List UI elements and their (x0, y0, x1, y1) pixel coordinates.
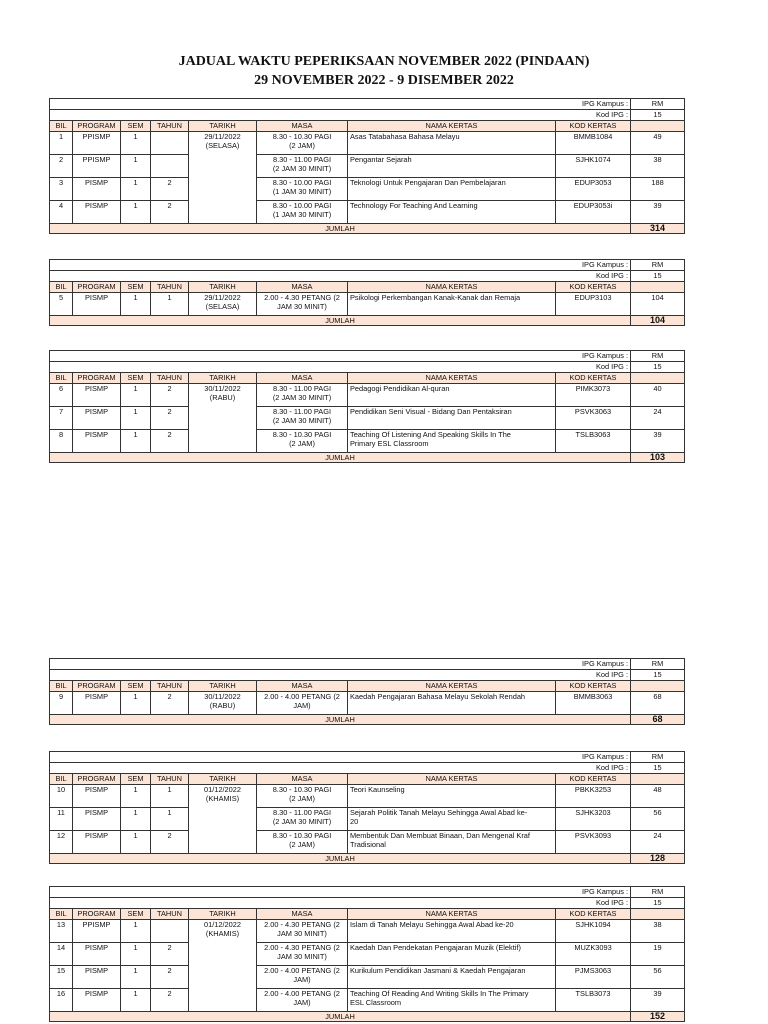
table-row (50, 430, 685, 453)
cell-masa: 8.30 - 10.00 PAGI (1 JAM 30 MINIT) (257, 178, 348, 201)
jumlah-total: 103 (631, 453, 685, 463)
cell-tahun: 2 (151, 831, 189, 854)
cell-tahun: 1 (151, 785, 189, 808)
cell-count: 188 (631, 178, 685, 201)
header-count (631, 774, 685, 785)
cell-bil: 1 (50, 132, 73, 155)
cell-masa: 8.30 - 10.30 PAGI (2 JAM) (257, 132, 348, 155)
cell-masa: 8.30 - 11.00 PAGI (2 JAM 30 MINIT) (257, 384, 348, 407)
cell-bil: 14 (50, 943, 73, 966)
schedule-block (49, 886, 685, 1022)
cell-tahun (151, 155, 189, 178)
cell-sem: 1 (121, 293, 151, 316)
jumlah-label: JUMLAH (50, 316, 631, 326)
cell-program: PISMP (73, 178, 121, 201)
ipg-kampus-value: RM (631, 99, 685, 110)
header-tarikh: TARIKH (189, 681, 257, 692)
cell-count: 104 (631, 293, 685, 316)
cell-masa: 8.30 - 10.00 PAGI (1 JAM 30 MINIT) (257, 201, 348, 224)
cell-masa: 2.00 - 4.00 PETANG (2 JAM) (257, 692, 348, 715)
kod-ipg-label: Kod IPG : (50, 362, 631, 373)
cell-sem: 1 (121, 808, 151, 831)
header-program: PROGRAM (73, 121, 121, 132)
cell-tarikh: 01/12/2022 (KHAMIS) (189, 920, 257, 1012)
cell-sem: 1 (121, 132, 151, 155)
cell-bil: 12 (50, 831, 73, 854)
kod-ipg-value: 15 (631, 763, 685, 774)
cell-masa: 8.30 - 10.30 PAGI (2 JAM) (257, 831, 348, 854)
jumlah-total: 128 (631, 854, 685, 864)
header-kod: KOD KERTAS (556, 282, 631, 293)
table-row (50, 966, 685, 989)
cell-tarikh: 30/11/2022 (RABU) (189, 384, 257, 453)
header-tarikh: TARIKH (189, 121, 257, 132)
header-tahun: TAHUN (151, 121, 189, 132)
cell-program: PPISMP (73, 155, 121, 178)
cell-kod-kertas: PSVK3063 (556, 407, 631, 430)
cell-count: 49 (631, 132, 685, 155)
header-program: PROGRAM (73, 282, 121, 293)
schedule-block (49, 350, 685, 463)
cell-program: PPISMP (73, 132, 121, 155)
header-masa: MASA (257, 373, 348, 384)
cell-masa: 8.30 - 11.00 PAGI (2 JAM 30 MINIT) (257, 808, 348, 831)
cell-tarikh: 29/11/2022 (SELASA) (189, 293, 257, 316)
header-program: PROGRAM (73, 373, 121, 384)
cell-sem: 1 (121, 920, 151, 943)
cell-tarikh: 29/11/2022 (SELASA) (189, 132, 257, 224)
cell-tahun: 1 (151, 293, 189, 316)
jumlah-total: 104 (631, 316, 685, 326)
cell-program: PISMP (73, 989, 121, 1012)
cell-masa: 2.00 - 4.30 PETANG (2 JAM 30 MINIT) (257, 943, 348, 966)
cell-count: 24 (631, 407, 685, 430)
cell-bil: 2 (50, 155, 73, 178)
cell-tahun: 2 (151, 692, 189, 715)
cell-kod-kertas: EDUP3053 (556, 178, 631, 201)
cell-nama-kertas: Kaedah Dan Pendekatan Pengajaran Muzik (Elektif) (348, 943, 556, 966)
cell-kod-kertas: EDUP3053i (556, 201, 631, 224)
header-count (631, 909, 685, 920)
cell-nama-kertas: Pedagogi Pendidikan Al-quran (348, 384, 556, 407)
cell-tahun: 2 (151, 989, 189, 1012)
cell-tahun (151, 132, 189, 155)
cell-kod-kertas: EDUP3103 (556, 293, 631, 316)
kod-ipg-value: 15 (631, 271, 685, 282)
jumlah-total: 314 (631, 224, 685, 234)
table-row (50, 201, 685, 224)
cell-tahun: 2 (151, 943, 189, 966)
header-bil: BIL (50, 681, 73, 692)
jumlah-label: JUMLAH (50, 453, 631, 463)
cell-kod-kertas: PBKK3253 (556, 785, 631, 808)
header-bil: BIL (50, 282, 73, 293)
cell-kod-kertas: MUZK3093 (556, 943, 631, 966)
cell-count: 38 (631, 155, 685, 178)
header-tahun: TAHUN (151, 373, 189, 384)
cell-nama-kertas: Sejarah Politik Tanah Melayu Sehingga Awal Abad ke- 20 (348, 808, 556, 831)
cell-program: PISMP (73, 808, 121, 831)
cell-program: PISMP (73, 201, 121, 224)
table-row (50, 989, 685, 1012)
cell-bil: 10 (50, 785, 73, 808)
cell-kod-kertas: SJHK1094 (556, 920, 631, 943)
ipg-kampus-value: RM (631, 351, 685, 362)
cell-count: 56 (631, 808, 685, 831)
jumlah-label: JUMLAH (50, 1012, 631, 1022)
cell-program: PISMP (73, 430, 121, 453)
header-bil: BIL (50, 373, 73, 384)
cell-bil: 6 (50, 384, 73, 407)
cell-program: PISMP (73, 692, 121, 715)
cell-sem: 1 (121, 430, 151, 453)
cell-bil: 15 (50, 966, 73, 989)
header-tarikh: TARIKH (189, 774, 257, 785)
cell-nama-kertas: Teaching Of Reading And Writing Skills In The Primary ESL Classroom (348, 989, 556, 1012)
header-bil: BIL (50, 121, 73, 132)
header-tarikh: TARIKH (189, 282, 257, 293)
cell-count: 68 (631, 692, 685, 715)
cell-program: PISMP (73, 966, 121, 989)
header-sem: SEM (121, 282, 151, 293)
cell-program: PISMP (73, 831, 121, 854)
ipg-kampus-label: IPG Kampus : (50, 351, 631, 362)
header-tahun: TAHUN (151, 909, 189, 920)
ipg-kampus-label: IPG Kampus : (50, 887, 631, 898)
ipg-kampus-label: IPG Kampus : (50, 659, 631, 670)
cell-bil: 8 (50, 430, 73, 453)
cell-kod-kertas: BMMB3063 (556, 692, 631, 715)
cell-kod-kertas: SJHK3203 (556, 808, 631, 831)
cell-nama-kertas: Technology For Teaching And Learning (348, 201, 556, 224)
header-kod: KOD KERTAS (556, 121, 631, 132)
cell-sem: 1 (121, 178, 151, 201)
kod-ipg-label: Kod IPG : (50, 898, 631, 909)
ipg-kampus-value: RM (631, 887, 685, 898)
header-kod: KOD KERTAS (556, 681, 631, 692)
cell-tarikh: 30/11/2022 (RABU) (189, 692, 257, 715)
cell-program: PISMP (73, 943, 121, 966)
jumlah-label: JUMLAH (50, 854, 631, 864)
cell-sem: 1 (121, 201, 151, 224)
cell-count: 19 (631, 943, 685, 966)
header-masa: MASA (257, 909, 348, 920)
header-nama: NAMA KERTAS (348, 282, 556, 293)
cell-sem: 1 (121, 692, 151, 715)
kod-ipg-value: 15 (631, 110, 685, 121)
header-program: PROGRAM (73, 909, 121, 920)
header-masa: MASA (257, 282, 348, 293)
kod-ipg-label: Kod IPG : (50, 670, 631, 681)
header-nama: NAMA KERTAS (348, 373, 556, 384)
cell-tahun: 2 (151, 384, 189, 407)
cell-sem: 1 (121, 407, 151, 430)
table-row (50, 920, 685, 943)
cell-nama-kertas: Kaedah Pengajaran Bahasa Melayu Sekolah Rendah (348, 692, 556, 715)
cell-sem: 1 (121, 384, 151, 407)
header-count (631, 681, 685, 692)
cell-masa: 8.30 - 11.00 PAGI (2 JAM 30 MINIT) (257, 407, 348, 430)
table-row (50, 831, 685, 854)
header-bil: BIL (50, 909, 73, 920)
cell-bil: 7 (50, 407, 73, 430)
kod-ipg-value: 15 (631, 362, 685, 373)
cell-sem: 1 (121, 966, 151, 989)
table-row (50, 407, 685, 430)
cell-nama-kertas: Islam di Tanah Melayu Sehingga Awal Abad ke-20 (348, 920, 556, 943)
cell-masa: 2.00 - 4.30 PETANG (2 JAM 30 MINIT) (257, 293, 348, 316)
table-row (50, 384, 685, 407)
cell-tahun: 1 (151, 808, 189, 831)
cell-count: 56 (631, 966, 685, 989)
schedule-block (49, 751, 685, 864)
cell-masa: 8.30 - 11.00 PAGI (2 JAM 30 MINIT) (257, 155, 348, 178)
cell-masa: 2.00 - 4.30 PETANG (2 JAM 30 MINIT) (257, 920, 348, 943)
cell-program: PPISMP (73, 920, 121, 943)
cell-kod-kertas: TSLB3063 (556, 430, 631, 453)
cell-count: 39 (631, 201, 685, 224)
header-nama: NAMA KERTAS (348, 909, 556, 920)
header-masa: MASA (257, 681, 348, 692)
cell-bil: 11 (50, 808, 73, 831)
cell-nama-kertas: Teaching Of Listening And Speaking Skills In The Primary ESL Classroom (348, 430, 556, 453)
header-sem: SEM (121, 774, 151, 785)
cell-bil: 16 (50, 989, 73, 1012)
ipg-kampus-label: IPG Kampus : (50, 99, 631, 110)
cell-bil: 9 (50, 692, 73, 715)
cell-tahun: 2 (151, 430, 189, 453)
cell-tahun: 2 (151, 201, 189, 224)
cell-tahun (151, 920, 189, 943)
cell-program: PISMP (73, 785, 121, 808)
table-row (50, 808, 685, 831)
table-row (50, 132, 685, 155)
cell-tarikh: 01/12/2022 (KHAMIS) (189, 785, 257, 854)
header-sem: SEM (121, 373, 151, 384)
cell-nama-kertas: Asas Tatabahasa Bahasa Melayu (348, 132, 556, 155)
cell-masa: 8.30 - 10.30 PAGI (2 JAM) (257, 430, 348, 453)
cell-kod-kertas: PIMK3073 (556, 384, 631, 407)
header-kod: KOD KERTAS (556, 774, 631, 785)
cell-kod-kertas: SJHK1074 (556, 155, 631, 178)
header-tahun: TAHUN (151, 774, 189, 785)
cell-sem: 1 (121, 989, 151, 1012)
header-sem: SEM (121, 681, 151, 692)
cell-count: 39 (631, 430, 685, 453)
header-count (631, 121, 685, 132)
ipg-kampus-value: RM (631, 659, 685, 670)
ipg-kampus-label: IPG Kampus : (50, 260, 631, 271)
header-nama: NAMA KERTAS (348, 681, 556, 692)
cell-sem: 1 (121, 831, 151, 854)
cell-kod-kertas: PJMS3063 (556, 966, 631, 989)
ipg-kampus-label: IPG Kampus : (50, 752, 631, 763)
cell-program: PISMP (73, 407, 121, 430)
header-kod: KOD KERTAS (556, 373, 631, 384)
kod-ipg-label: Kod IPG : (50, 271, 631, 282)
table-row (50, 178, 685, 201)
cell-bil: 3 (50, 178, 73, 201)
table-row (50, 785, 685, 808)
cell-kod-kertas: TSLB3073 (556, 989, 631, 1012)
cell-nama-kertas: Psikologi Perkembangan Kanak-Kanak dan Remaja (348, 293, 556, 316)
cell-masa: 2.00 - 4.00 PETANG (2 JAM) (257, 966, 348, 989)
header-count (631, 282, 685, 293)
header-bil: BIL (50, 774, 73, 785)
jumlah-total: 68 (631, 715, 685, 725)
header-program: PROGRAM (73, 681, 121, 692)
cell-tahun: 2 (151, 966, 189, 989)
cell-masa: 2.00 - 4.00 PETANG (2 JAM) (257, 989, 348, 1012)
schedule-block (49, 98, 685, 234)
page-subtitle: 29 NOVEMBER 2022 - 9 DISEMBER 2022 (254, 73, 514, 88)
cell-count: 39 (631, 989, 685, 1012)
cell-count: 24 (631, 831, 685, 854)
header-masa: MASA (257, 774, 348, 785)
jumlah-label: JUMLAH (50, 715, 631, 725)
cell-count: 40 (631, 384, 685, 407)
cell-nama-kertas: Pendidikan Seni Visual - Bidang Dan Pentaksiran (348, 407, 556, 430)
table-row (50, 692, 685, 715)
header-sem: SEM (121, 121, 151, 132)
cell-nama-kertas: Membentuk Dan Membuat Binaan, Dan Mengenal Kraf Tradisional (348, 831, 556, 854)
header-nama: NAMA KERTAS (348, 774, 556, 785)
cell-sem: 1 (121, 785, 151, 808)
cell-sem: 1 (121, 155, 151, 178)
cell-bil: 13 (50, 920, 73, 943)
jumlah-total: 152 (631, 1012, 685, 1022)
ipg-kampus-value: RM (631, 752, 685, 763)
page-title: JADUAL WAKTU PEPERIKSAAN NOVEMBER 2022 (PINDAAN) (178, 54, 590, 69)
kod-ipg-label: Kod IPG : (50, 763, 631, 774)
cell-program: PISMP (73, 293, 121, 316)
cell-program: PISMP (73, 384, 121, 407)
header-program: PROGRAM (73, 774, 121, 785)
cell-tahun: 2 (151, 178, 189, 201)
header-tahun: TAHUN (151, 282, 189, 293)
schedule-block (49, 259, 685, 326)
cell-nama-kertas: Teknologi Untuk Pengajaran Dan Pembelajaran (348, 178, 556, 201)
cell-sem: 1 (121, 943, 151, 966)
cell-kod-kertas: PSVK3093 (556, 831, 631, 854)
ipg-kampus-value: RM (631, 260, 685, 271)
schedule-block (49, 658, 685, 725)
header-count (631, 373, 685, 384)
table-row (50, 943, 685, 966)
header-masa: MASA (257, 121, 348, 132)
jumlah-label: JUMLAH (50, 224, 631, 234)
cell-count: 48 (631, 785, 685, 808)
header-tahun: TAHUN (151, 681, 189, 692)
header-nama: NAMA KERTAS (348, 121, 556, 132)
cell-masa: 8.30 - 10.30 PAGI (2 JAM) (257, 785, 348, 808)
kod-ipg-value: 15 (631, 898, 685, 909)
cell-tahun: 2 (151, 407, 189, 430)
cell-nama-kertas: Pengantar Sejarah (348, 155, 556, 178)
cell-bil: 5 (50, 293, 73, 316)
table-row (50, 155, 685, 178)
cell-bil: 4 (50, 201, 73, 224)
header-kod: KOD KERTAS (556, 909, 631, 920)
header-tarikh: TARIKH (189, 909, 257, 920)
cell-nama-kertas: Kurikulum Pendidikan Jasmani & Kaedah Pengajaran (348, 966, 556, 989)
cell-kod-kertas: BMMB1084 (556, 132, 631, 155)
cell-count: 38 (631, 920, 685, 943)
header-tarikh: TARIKH (189, 373, 257, 384)
header-sem: SEM (121, 909, 151, 920)
cell-nama-kertas: Teori Kaunseling (348, 785, 556, 808)
kod-ipg-value: 15 (631, 670, 685, 681)
table-row (50, 293, 685, 316)
kod-ipg-label: Kod IPG : (50, 110, 631, 121)
